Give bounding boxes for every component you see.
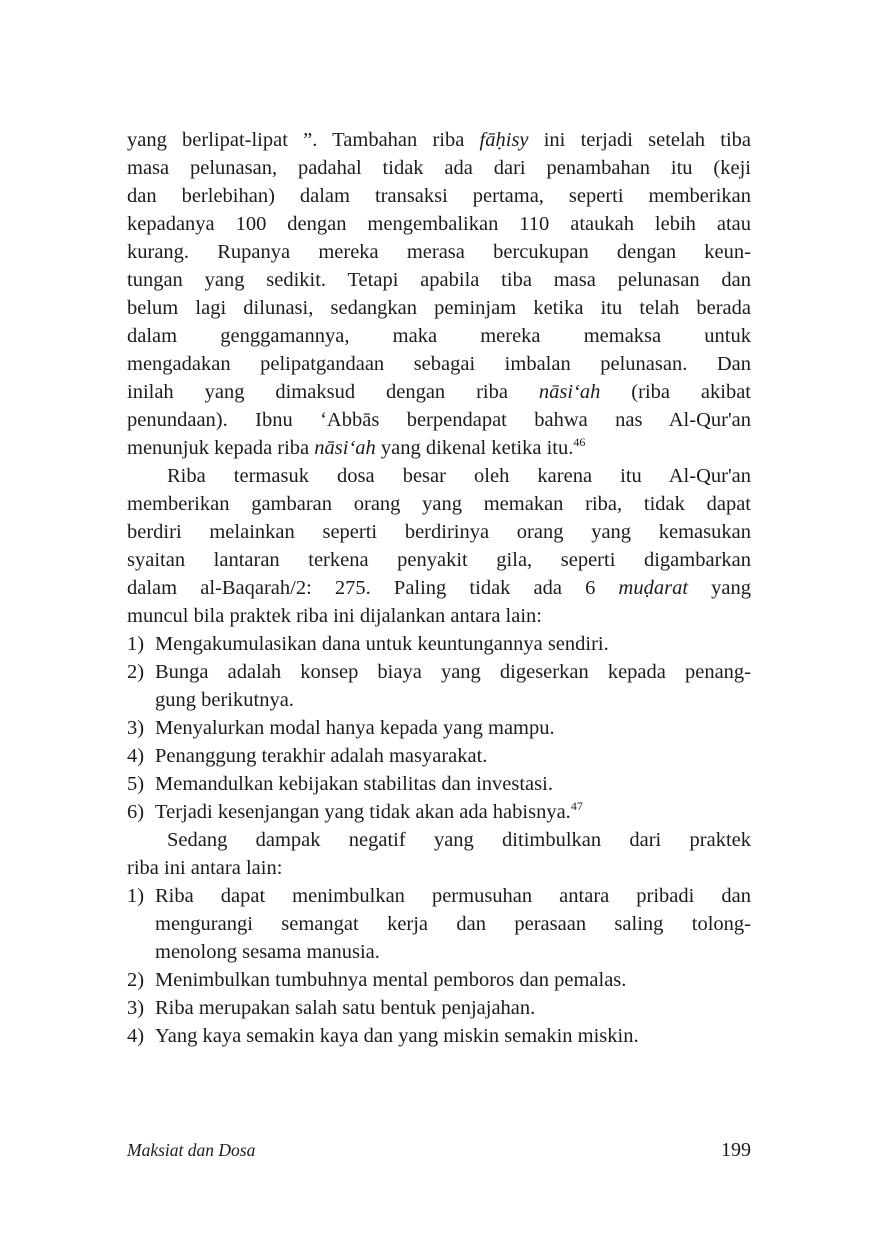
- footnote-reference: 47: [570, 799, 583, 813]
- text-line: [127, 434, 751, 462]
- list-item-line: [127, 882, 751, 910]
- text-line: [127, 546, 751, 574]
- italic-term: muḍarat: [618, 577, 689, 599]
- text-run: yang: [688, 577, 751, 599]
- text-line: [127, 294, 751, 322]
- text-line: [127, 686, 751, 714]
- running-title: Maksiat dan Dosa: [127, 1140, 256, 1160]
- text-run: menolong sesama manusia.: [155, 941, 380, 963]
- text-run: Mengakumulasikan dana untuk keuntungannya sendiri.: [155, 633, 609, 655]
- list-marker: 2): [127, 661, 145, 683]
- list-marker: 3): [127, 717, 145, 739]
- text-line: [127, 322, 751, 350]
- list-marker: 1): [127, 633, 145, 655]
- text-run: tungan yang sedikit. Tetapi apabila tiba masa pelunasan dan: [127, 269, 751, 291]
- text-run: syaitan lantaran terkena penyakit gila, seperti digambarkan: [127, 549, 751, 571]
- text-run: kepadanya 100 dengan mengembalikan 110 ataukah lebih atau: [127, 213, 751, 235]
- text-run: mengadakan pelipatgandaan sebagai imbalan pelunasan. Dan: [127, 353, 751, 375]
- text-line: [127, 854, 751, 882]
- list-item-line: [127, 994, 751, 1022]
- list-item-line: [127, 742, 751, 770]
- text-run: Riba merupakan salah satu bentuk penjajahan.: [155, 997, 536, 1019]
- text-line: [127, 238, 751, 266]
- list-marker: 5): [127, 773, 145, 795]
- text-run: belum lagi dilunasi, sedangkan peminjam ketika itu telah berada: [127, 297, 751, 319]
- text-run: Sedang dampak negatif yang ditimbulkan dari praktek: [167, 829, 751, 851]
- page-number: 199: [721, 1139, 751, 1161]
- text-run: dalam al-Baqarah/2: 275. Paling tidak ada 6: [127, 577, 619, 599]
- text-line: [127, 378, 751, 406]
- text-run: inilah yang dimaksud dengan riba: [127, 381, 539, 403]
- text-line: [127, 350, 751, 378]
- text-run: Riba termasuk dosa besar oleh karena itu Al-Qur'an: [167, 465, 751, 487]
- text-run: riba ini antara lain:: [127, 857, 283, 879]
- list-item-line: [127, 798, 751, 826]
- text-run: Yang kaya semakin kaya dan yang miskin semakin miskin.: [155, 1025, 639, 1047]
- text-run: (riba akibat: [600, 381, 751, 403]
- text-run: Memandulkan kebijakan stabilitas dan investasi.: [155, 773, 553, 795]
- page-footer: [127, 1138, 751, 1162]
- text-run: penundaan). Ibnu ʻAbbās berpendapat bahwa nas Al-Qur'an: [127, 409, 751, 431]
- text-run: Menyalurkan modal hanya kepada yang mampu.: [155, 717, 555, 739]
- text-run: muncul bila praktek riba ini dijalankan antara lain:: [127, 605, 542, 627]
- text-run: menunjuk kepada riba: [127, 437, 315, 459]
- text-run: memberikan gambaran orang yang memakan riba, tidak dapat: [127, 493, 751, 515]
- text-run: Terjadi kesenjangan yang tidak akan ada habisnya.: [155, 801, 571, 823]
- text-run: Riba dapat menimbulkan permusuhan antara pribadi dan: [155, 885, 751, 907]
- text-line: [127, 574, 751, 602]
- list-item-line: [127, 770, 751, 798]
- text-line: [127, 826, 751, 854]
- text-run: gung berikutnya.: [155, 689, 294, 711]
- list-item-line: [127, 714, 751, 742]
- italic-term: nāsiʻah: [314, 437, 376, 459]
- text-line: [127, 910, 751, 938]
- list-marker: 1): [127, 885, 145, 907]
- page-text: [127, 126, 751, 1050]
- text-run: kurang. Rupanya mereka merasa bercukupan dengan keun-: [127, 241, 751, 263]
- text-run: dalam genggamannya, maka mereka memaksa untuk: [127, 325, 751, 347]
- text-run: masa pelunasan, padahal tidak ada dari penambahan itu (keji: [127, 157, 751, 179]
- text-line: [127, 938, 751, 966]
- list-marker: 4): [127, 745, 145, 767]
- text-run: Menimbulkan tumbuhnya mental pemboros dan pemalas.: [155, 969, 627, 991]
- text-line: [127, 490, 751, 518]
- text-line: [127, 182, 751, 210]
- text-run: yang dikenal ketika itu.: [375, 437, 574, 459]
- list-item-line: [127, 1022, 751, 1050]
- list-marker: 2): [127, 969, 145, 991]
- footnote-reference: 46: [573, 435, 586, 449]
- text-line: [127, 210, 751, 238]
- italic-term: nāsiʻah: [538, 381, 601, 403]
- list-marker: 6): [127, 801, 145, 823]
- list-item-line: [127, 630, 751, 658]
- text-run: dan berlebihan) dalam transaksi pertama, seperti memberikan: [127, 185, 751, 207]
- text-run: berdiri melainkan seperti berdirinya orang yang kemasukan: [127, 521, 751, 543]
- list-marker: 3): [127, 997, 145, 1019]
- text-line: [127, 126, 751, 154]
- text-line: [127, 154, 751, 182]
- text-run: mengurangi semangat kerja dan perasaan saling tolong-: [155, 913, 751, 935]
- text-run: Penanggung terakhir adalah masyarakat.: [155, 745, 488, 767]
- list-marker: 4): [127, 1025, 145, 1047]
- italic-term: fāḥisy: [479, 129, 529, 151]
- text-line: [127, 602, 751, 630]
- text-line: [127, 266, 751, 294]
- text-run: Bunga adalah konsep biaya yang digeserkan kepada penang-: [155, 661, 751, 683]
- text-line: [127, 462, 751, 490]
- list-item-line: [127, 658, 751, 686]
- text-run: yang berlipat-lipat ”. Tambahan riba: [127, 129, 480, 151]
- list-item-line: [127, 966, 751, 994]
- text-line: [127, 406, 751, 434]
- text-run: ini terjadi setelah tiba: [528, 129, 751, 151]
- text-line: [127, 518, 751, 546]
